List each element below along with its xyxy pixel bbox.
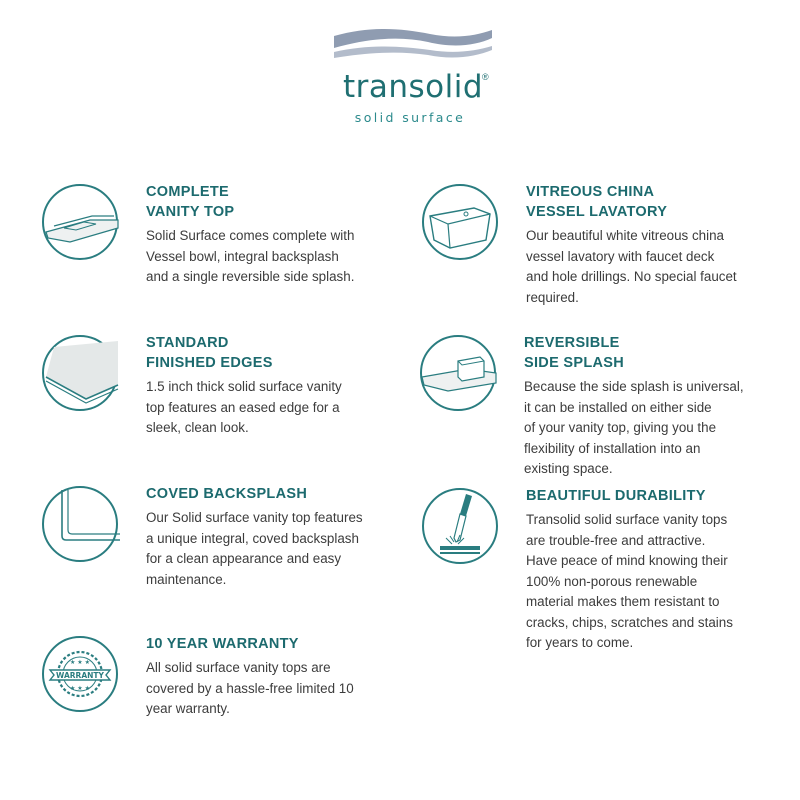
svg-text:★ ★ ★: ★ ★ ★ bbox=[70, 659, 90, 666]
feature-desc-line: of your vanity top, giving you the bbox=[524, 420, 717, 435]
feature-title-line2: SIDE SPLASH bbox=[524, 355, 624, 371]
knife-durability-icon bbox=[420, 486, 500, 566]
feature-desc-line: cracks, chips, scratches and stains bbox=[526, 614, 733, 630]
feature-desc-line: year warranty. bbox=[146, 701, 230, 716]
svg-text:★ ★ ★: ★ ★ ★ bbox=[70, 685, 90, 692]
coved-backsplash-icon bbox=[40, 484, 120, 564]
feature-desc-line: Because the side splash is universal, bbox=[524, 379, 744, 394]
side-splash-icon bbox=[418, 333, 498, 413]
feature-desc-line: for years to come. bbox=[526, 635, 634, 650]
feature-title-line1: COMPLETE bbox=[146, 184, 229, 200]
feature-title-line1: STANDARD bbox=[146, 335, 229, 351]
registered-mark: ® bbox=[482, 72, 489, 82]
feature-title: 10 YEAR WARRANTY bbox=[146, 636, 299, 652]
brand-tagline: solid surface bbox=[354, 110, 466, 125]
feature-title-line1: VITREOUS CHINA bbox=[526, 184, 655, 200]
feature-desc-line: and a single reversible side splash. bbox=[146, 269, 355, 284]
feature-desc-line: existing space. bbox=[524, 461, 613, 476]
feature-title-line2: VANITY TOP bbox=[146, 204, 235, 220]
feature-desc-line: top features an eased edge for a bbox=[146, 399, 340, 415]
warranty-badge-icon bbox=[40, 634, 120, 714]
feature-desc-line: Vessel bowl, integral backsplash bbox=[146, 248, 339, 264]
feature-desc-line: vessel lavatory with faucet deck bbox=[526, 248, 715, 264]
feature-title-line1: REVERSIBLE bbox=[524, 335, 620, 351]
feature-desc-line: sleek, clean look. bbox=[146, 420, 249, 435]
feature-desc-line: Transolid solid surface vanity tops bbox=[526, 512, 728, 527]
feature-desc-line: flexibility of installation into an bbox=[524, 440, 701, 456]
finished-edge-icon bbox=[40, 333, 120, 413]
vessel-lavatory-icon bbox=[420, 182, 500, 262]
brand-logo bbox=[330, 24, 500, 134]
feature-desc-line: a unique integral, coved backsplash bbox=[146, 530, 359, 546]
feature-title-line2: FINISHED EDGES bbox=[146, 355, 273, 371]
feature-title: COVED BACKSPLASH bbox=[146, 486, 308, 502]
feature-desc-line: and hole drillings. No special faucet bbox=[526, 269, 737, 284]
feature-desc-line: 100% non-porous renewable bbox=[526, 573, 698, 589]
feature-desc-line: All solid surface vanity tops are bbox=[146, 660, 331, 675]
feature-desc-line: Our Solid surface vanity top features bbox=[146, 510, 363, 525]
feature-desc-line: 1.5 inch thick solid surface vanity bbox=[146, 379, 342, 394]
feature-desc-line: are trouble-free and attractive. bbox=[526, 532, 706, 548]
badge-text: WARRANTY bbox=[56, 671, 104, 680]
feature-desc-line: required. bbox=[526, 289, 579, 305]
feature-desc-line: it can be installed on either side bbox=[524, 399, 712, 415]
feature-title-line2: VESSEL LAVATORY bbox=[526, 204, 668, 220]
vanity-top-icon bbox=[40, 182, 120, 262]
feature-desc-line: Our beautiful white vitreous china bbox=[526, 228, 724, 243]
feature-desc-line: for a clean appearance and easy bbox=[146, 551, 342, 566]
feature-desc-line: Have peace of mind knowing their bbox=[526, 553, 728, 568]
wave-logo-icon bbox=[330, 24, 500, 74]
feature-desc-line: covered by a hassle-free limited 10 bbox=[146, 680, 354, 696]
brand-name: transolid bbox=[342, 69, 484, 105]
feature-desc-line: Solid Surface comes complete with bbox=[146, 228, 355, 243]
feature-desc-line: material makes them resistant to bbox=[526, 594, 720, 609]
feature-desc-line: maintenance. bbox=[146, 571, 227, 587]
feature-title: BEAUTIFUL DURABILITY bbox=[526, 488, 706, 504]
